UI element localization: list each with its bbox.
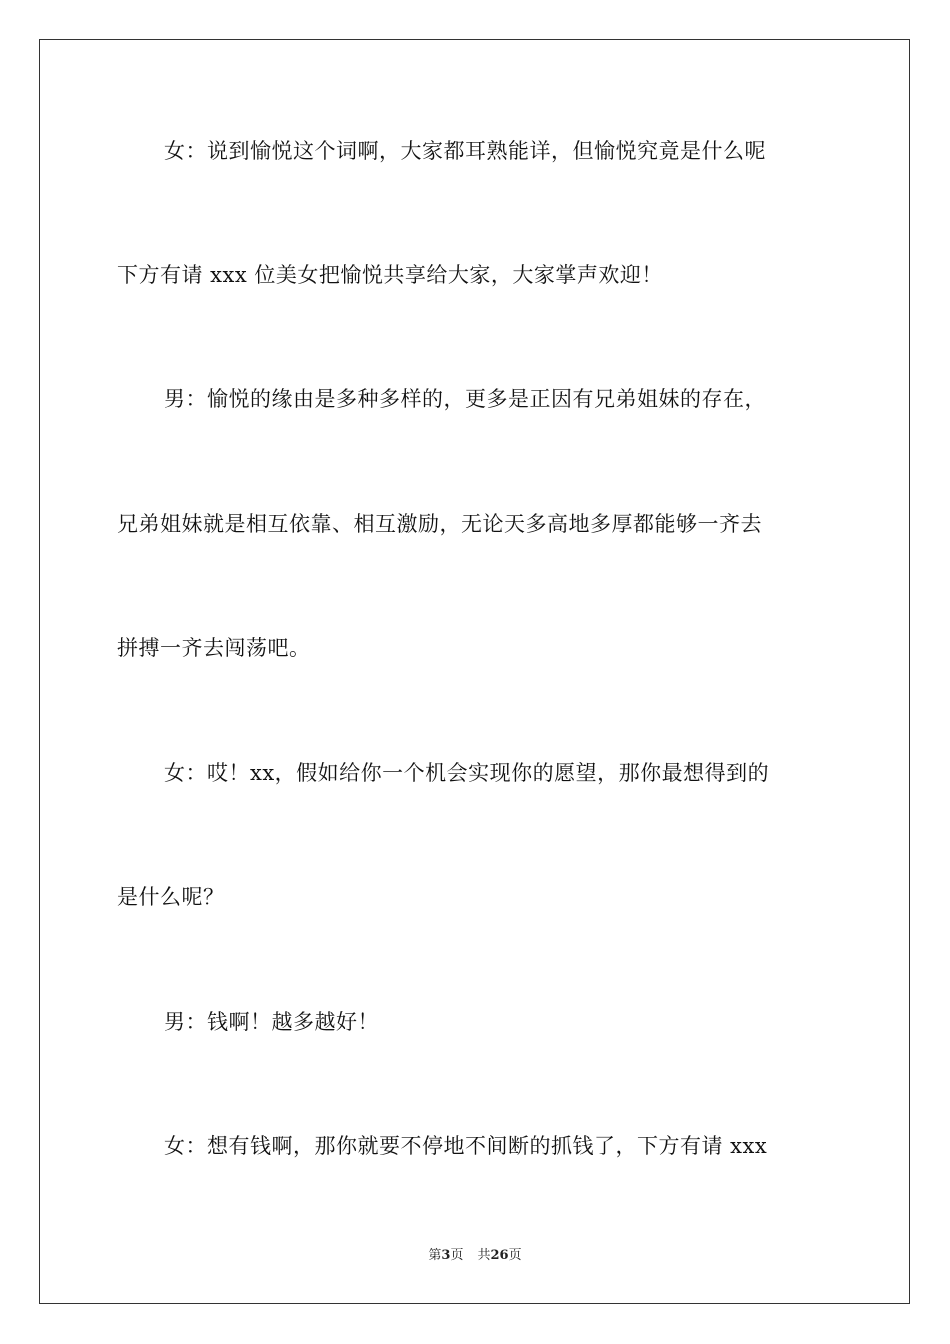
- total-pages: 26: [490, 1248, 509, 1263]
- page-border: [39, 39, 910, 1304]
- paragraph-line: 男：愉悦的缘由是多种多样的，更多是正因有兄弟姐妹的存在，: [164, 387, 766, 411]
- paragraph-line: 拼搏一齐去闯荡吧。: [117, 636, 311, 660]
- paragraph-line: 男：钱啊！越多越好！: [164, 1010, 379, 1034]
- page-number: 3: [441, 1248, 451, 1263]
- total-suffix: 页: [508, 1248, 522, 1263]
- page-prefix: 第: [428, 1248, 442, 1263]
- page-footer: [0, 1247, 950, 1265]
- paragraph-line: 女：哎！xx，假如给你一个机会实现你的愿望，那你最想得到的: [164, 761, 770, 785]
- paragraph-line: 是什么呢？: [117, 885, 225, 909]
- total-prefix: 共: [477, 1248, 491, 1263]
- page-suffix: 页: [450, 1248, 464, 1263]
- paragraph-line: 兄弟姐妹就是相互依靠、相互激励，无论天多高地多厚都能够一齐去: [117, 512, 762, 536]
- paragraph-line: 下方有请 xxx 位美女把愉悦共享给大家，大家掌声欢迎！: [117, 263, 663, 287]
- paragraph-line: 女：想有钱啊，那你就要不停地不间断的抓钱了，下方有请 xxx: [164, 1134, 768, 1158]
- paragraph-line: 女：说到愉悦这个词啊，大家都耳熟能详，但愉悦究竟是什么呢: [164, 139, 766, 163]
